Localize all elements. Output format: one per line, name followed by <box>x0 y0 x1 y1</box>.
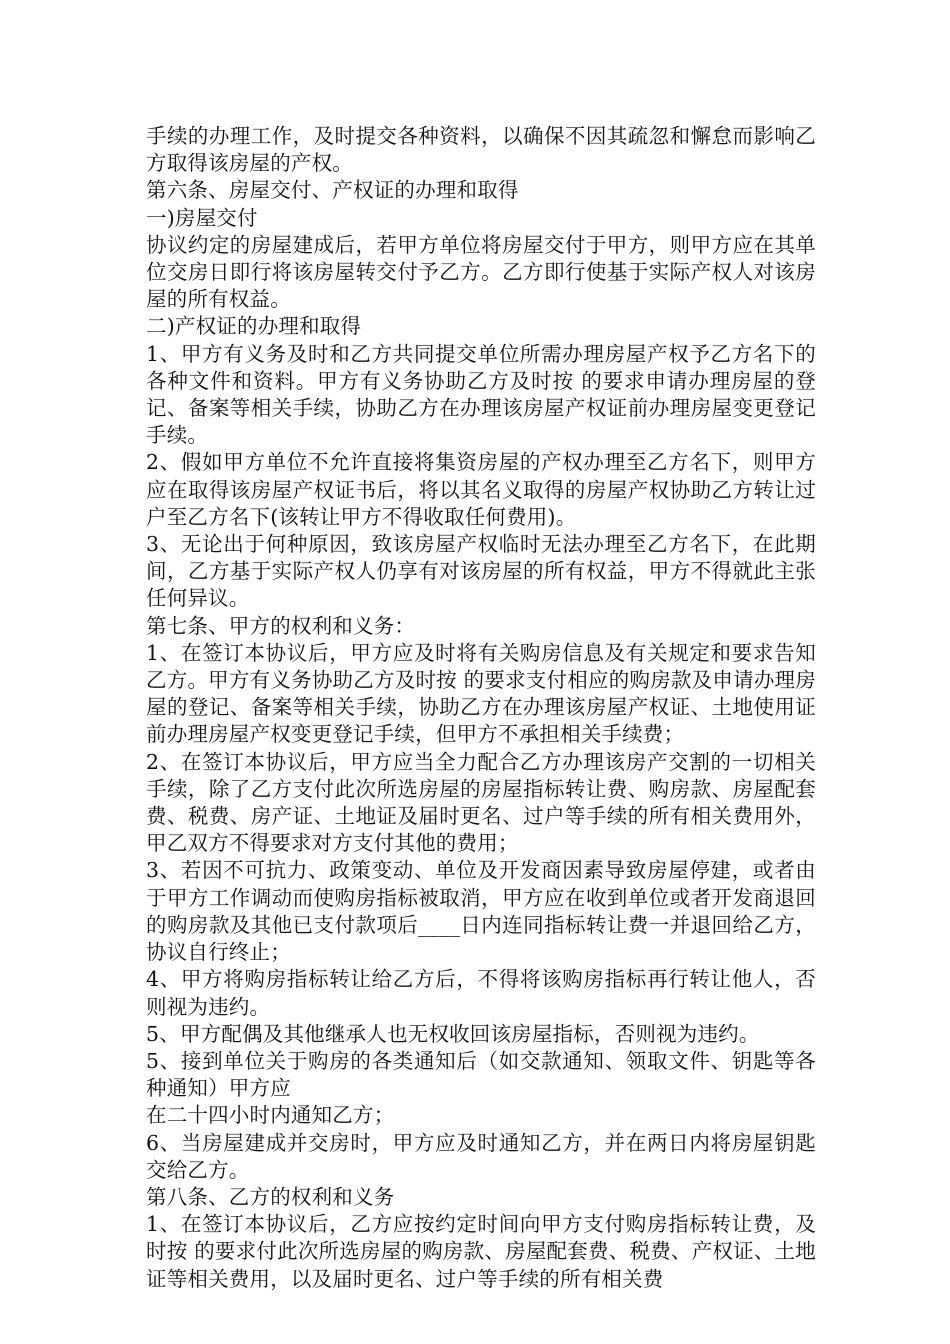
clause-7-5b-continued: 在二十四小时内通知乙方； <box>146 1103 395 1128</box>
clause-7-5b: 5、接到单位关于购房的各类通知后（如交款通知、领取文件、钥匙等各种通知）甲方应 <box>146 1048 816 1101</box>
section-house-delivery-heading: 一)房屋交付 <box>146 205 258 230</box>
clause-7-6: 6、当房屋建成并交房时，甲方应及时通知乙方，并在两日内将房屋钥匙交给乙方。 <box>146 1130 816 1182</box>
clause-7-1: 1、在签订本协议后，甲方应及时将有关购房信息及有关规定和要求告知乙方。甲方有义务协助乙方及时按 的要求支付相应的购房款及申请办理房屋的登记、备案等相关手续，协助乙方在办理该房屋产权证、土地使用证前办理房屋产权变更登记手续，但甲方不承担相关手续费； <box>146 640 816 747</box>
article-6-heading: 第六条、房屋交付、产权证的办理和取得 <box>146 178 519 203</box>
clause-7-5a: 5、甲方配偶及其他继承人也无权收回该房屋指标，否则视为违约。 <box>146 1021 760 1046</box>
clause-6-2-1: 1、甲方有义务及时和乙方共同提交单位所需办理房屋产权予乙方名下的各种文件和资料。甲方有义务协助乙方及时按 的要求申请办理房屋的登记、备案等相关手续，协助乙方在办理该房屋产权证前办理房屋变更登记手续。 <box>146 341 816 448</box>
document-body <box>146 123 816 1293</box>
section-property-certificate-heading: 二)产权证的办理和取得 <box>146 314 362 339</box>
paragraph-house-delivery: 协议约定的房屋建成后，若甲方单位将房屋交付于甲方，则甲方应在其单位交房日即行将该房屋转交付予乙方。乙方即行使基于实际产权人对该房屋的所有权益。 <box>146 232 816 312</box>
clause-6-2-3: 3、无论出于何种原因，致该房屋产权临时无法办理至乙方名下，在此期间，乙方基于实际产权人仍享有对该房屋的所有权益，甲方不得就此主张任何异议。 <box>146 532 816 611</box>
article-8-heading: 第八条、乙方的权利和义务 <box>146 1184 395 1209</box>
clause-8-1: 1、在签订本协议后，乙方应按约定时间向甲方支付购房指标转让费，及时按 的要求付此次所选房屋的购房款、房屋配套费、税费、产权证、土地证等相关费用，以及届时更名、过户等手续的所有相关费 <box>146 1212 816 1291</box>
clause-7-4: 4、甲方将购房指标转让给乙方后，不得将该购房指标再行转让他人，否则视为违约。 <box>146 967 816 1019</box>
article-7-heading: 第七条、甲方的权利和义务： <box>146 613 416 638</box>
clause-7-2: 2、在签订本协议后，甲方应当全力配合乙方办理该房产交割的一切相关手续，除了乙方支付此次所选房屋的房屋指标转让费、购房款、房屋配套费、税费、房产证、土地证及届时更名、过户等手续的所有相关费用外，甲乙双方不得要求对方支付其他的费用； <box>146 749 816 856</box>
clause-6-2-2: 2、假如甲方单位不允许直接将集资房屋的产权办理至乙方名下，则甲方应在取得该房屋产权证书后，将以其名义取得的房屋产权协助乙方转让过户至乙方名下(该转让甲方不得收取任何费用)。 <box>146 450 816 529</box>
paragraph-continuation: 手续的办理工作，及时提交各种资料，以确保不因其疏忽和懈怠而影响乙方取得该房屋的产权。 <box>146 124 816 176</box>
clause-7-3: 3、若因不可抗力、政策变动、单位及开发商因素导致房屋停建，或者由于甲方工作调动而使购房指标被取消，甲方应在收到单位或者开发商退回的购房款及其他已支付款项后____日内连同指标转让费一并退回给乙方，协议自行终止； <box>146 858 816 965</box>
